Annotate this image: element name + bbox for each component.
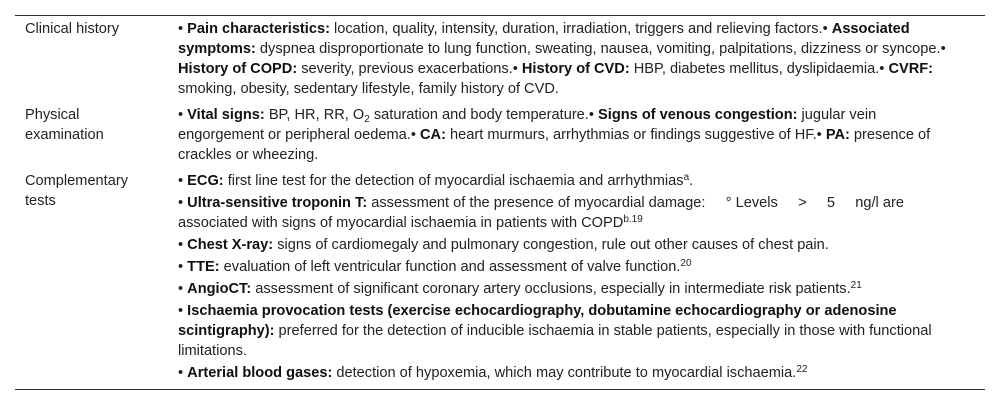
item-text: first line test for the detection of myocardial ischaemia and arrhythmias — [223, 173, 684, 189]
footnote-ref: 22 — [796, 364, 808, 375]
item-text: evaluation of left ventricular function and assessment of valve function. — [219, 259, 681, 275]
item-label: Pain characteristics: — [187, 21, 330, 37]
bullet: • — [178, 173, 184, 189]
item-text: assessment of the presence of myocardial damage: — [367, 195, 706, 211]
paragraph-tte — [178, 257, 957, 277]
item-text: BP, HR, RR, O — [264, 107, 365, 123]
item-label: Signs of venous congestion: — [598, 107, 798, 123]
item-text: heart murmurs, arrhythmias or findings suggestive of HF. — [445, 127, 817, 143]
paragraph — [178, 19, 957, 99]
bullet: • — [816, 127, 822, 143]
item-text: saturation and body temperature. — [369, 107, 589, 123]
table-row — [15, 169, 985, 383]
item-label: Vital signs: — [187, 107, 265, 123]
bullet: • — [940, 41, 946, 57]
bullet: • — [178, 259, 184, 275]
paragraph — [178, 105, 957, 165]
bullet: • — [178, 21, 184, 37]
item-text: preferred for the detection of inducible ischaemia in stable patients, especially in those with functional limitations. — [178, 323, 932, 359]
bullet: • — [588, 107, 594, 123]
bullet: • — [822, 21, 828, 37]
paragraph-troponin — [178, 193, 957, 233]
bullet: • — [178, 237, 184, 253]
item-label: ECG: — [187, 173, 224, 189]
item-text: . — [689, 173, 694, 189]
item-text: detection of hypoxemia, which may contribute to myocardial ischaemia. — [332, 365, 797, 381]
bullet: • — [178, 303, 184, 319]
item-label: CVRF: — [888, 61, 934, 77]
paragraph-blood-gases — [178, 363, 957, 383]
item-label: CA: — [420, 127, 446, 143]
row-content — [178, 171, 985, 383]
table-row — [15, 103, 985, 165]
item-label: Ultra-sensitive troponin T: — [187, 195, 368, 211]
paragraph-ischaemia-tests — [178, 301, 957, 361]
row-content — [178, 19, 985, 99]
item-text: location, quality, intensity, duration, irradiation, triggers and relieving factors. — [329, 21, 823, 37]
row-content — [178, 105, 985, 165]
item-label: PA: — [825, 127, 850, 143]
paragraph-xray — [178, 235, 957, 255]
item-text: are associated with signs of myocardial ischaemia in patients with COPD — [178, 195, 904, 231]
item-text: HBP, diabetes mellitus, dyslipidaemia. — [629, 61, 880, 77]
row-header-label: tests — [25, 193, 56, 209]
item-text: jugular vein engorgement or peripheral oedema. — [178, 107, 877, 143]
item-text: presence of crackles or wheezing. — [178, 127, 931, 163]
clinical-evaluation-table — [15, 15, 985, 390]
row-header-label: Clinical history — [25, 21, 120, 37]
paragraph-ecg — [178, 171, 957, 191]
item-label: Associated symptoms: — [178, 21, 910, 57]
row-header-label: Complementary — [25, 173, 129, 189]
bullet: • — [178, 281, 184, 297]
item-label: History of COPD: — [178, 61, 298, 77]
item-label: TTE: — [187, 259, 220, 275]
item-text: smoking, obesity, sedentary lifestyle, family history of CVD. — [178, 81, 559, 97]
row-header — [15, 171, 178, 383]
bullet: • — [178, 365, 184, 381]
row-header-label: Physical — [25, 107, 80, 123]
row-header — [15, 19, 178, 99]
item-label: Chest X-ray: — [187, 237, 274, 253]
row-header-label: examination — [25, 127, 104, 143]
item-label: Arterial blood gases: — [187, 365, 333, 381]
bullet: • — [178, 195, 184, 211]
subscript: 2 — [364, 114, 370, 125]
item-text: dyspnea disproportionate to lung function, sweating, nausea, vomiting, palpitations, dizziness or syncope. — [255, 41, 941, 57]
item-text: ° Levels > 5 ng/l — [705, 195, 879, 211]
footnote-ref: 20 — [680, 258, 692, 269]
item-text: signs of cardiomegaly and pulmonary congestion, rule out other causes of chest pain. — [273, 237, 829, 253]
item-label: AngioCT: — [187, 281, 252, 297]
footnote-ref: b.19 — [623, 214, 643, 225]
footnote-ref: 21 — [850, 280, 862, 291]
row-header — [15, 105, 178, 165]
footnote-ref: a — [683, 172, 690, 183]
paragraph-angioct — [178, 279, 957, 299]
item-text: severity, previous exacerbations. — [297, 61, 513, 77]
bullet: • — [178, 107, 184, 123]
bullet: • — [879, 61, 885, 77]
table-row — [15, 17, 985, 99]
item-label: History of CVD: — [521, 61, 630, 77]
bullet: • — [410, 127, 416, 143]
item-label: Ischaemia provocation tests (exercise echocardiography, dobutamine echocardiography or adenosine scintigraphy): — [178, 303, 897, 339]
bullet: • — [512, 61, 518, 77]
item-text: assessment of significant coronary artery occlusions, especially in intermediate risk patients. — [251, 281, 851, 297]
